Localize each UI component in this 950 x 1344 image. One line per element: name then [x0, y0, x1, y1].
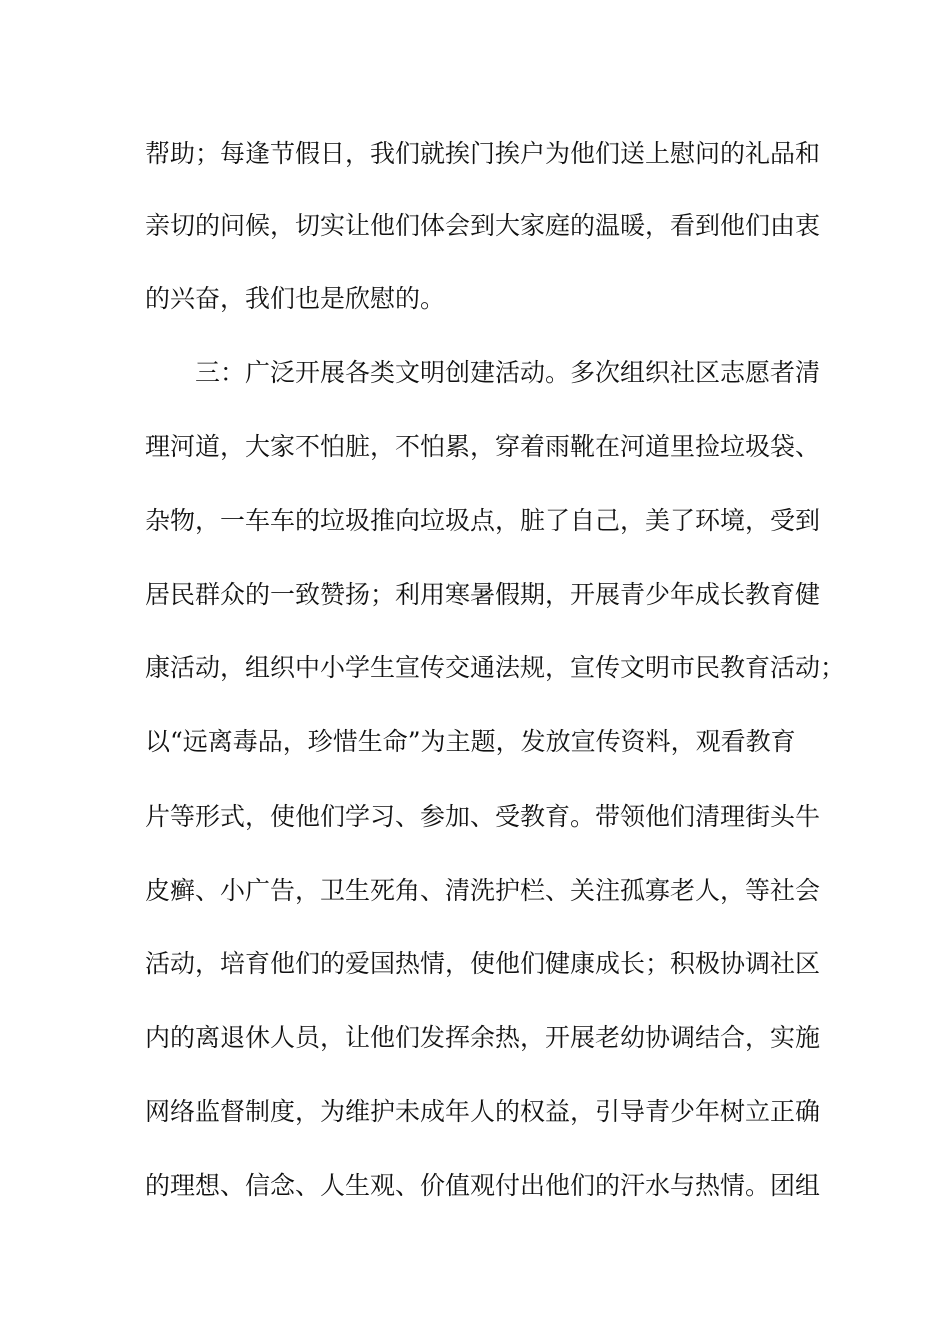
text-line: 的理想、信念、人生观、价值观付出他们的汗水与热情。团组	[145, 1171, 821, 1200]
text-line: 亲切的问候，切实让他们体会到大家庭的温暖，看到他们由衷	[145, 211, 821, 240]
text-line: 杂物，一车车的垃圾推向垃圾点，脏了自己，美了环境，受到	[145, 506, 821, 535]
text-line: 居民群众的一致赞扬；利用寒暑假期，开展青少年成长教育健	[145, 580, 821, 609]
text-line: 的兴奋，我们也是欣慰的。	[145, 284, 446, 313]
text-line: 理河道，大家不怕脏，不怕累，穿着雨靴在河道里捡垃圾袋、	[145, 432, 821, 461]
text-line: 康活动，组织中小学生宣传交通法规，宣传文明市民教育活动；	[145, 653, 846, 682]
text-line: 片等形式，使他们学习、参加、受教育。带领他们清理街头牛	[145, 802, 821, 831]
text-line: 皮癣、小广告，卫生死角、清洗护栏、关注孤寡老人，等社会	[145, 876, 821, 905]
text-line: 以“远离毒品，珍惜生命”为主题，发放宣传资料，观看教育	[145, 727, 796, 756]
text-line: 帮助；每逢节假日，我们就挨门挨户为他们送上慰问的礼品和	[145, 139, 821, 168]
text-line: 网络监督制度，为维护未成年人的权益，引导青少年树立正确	[145, 1097, 821, 1126]
text-line: 活动，培育他们的爱国热情，使他们健康成长；积极协调社区	[145, 949, 821, 978]
paragraph-heading-line: 三：广泛开展各类文明创建活动。多次组织社区志愿者清	[195, 358, 821, 387]
text-line: 内的离退休人员，让他们发挥余热，开展老幼协调结合，实施	[145, 1023, 821, 1052]
